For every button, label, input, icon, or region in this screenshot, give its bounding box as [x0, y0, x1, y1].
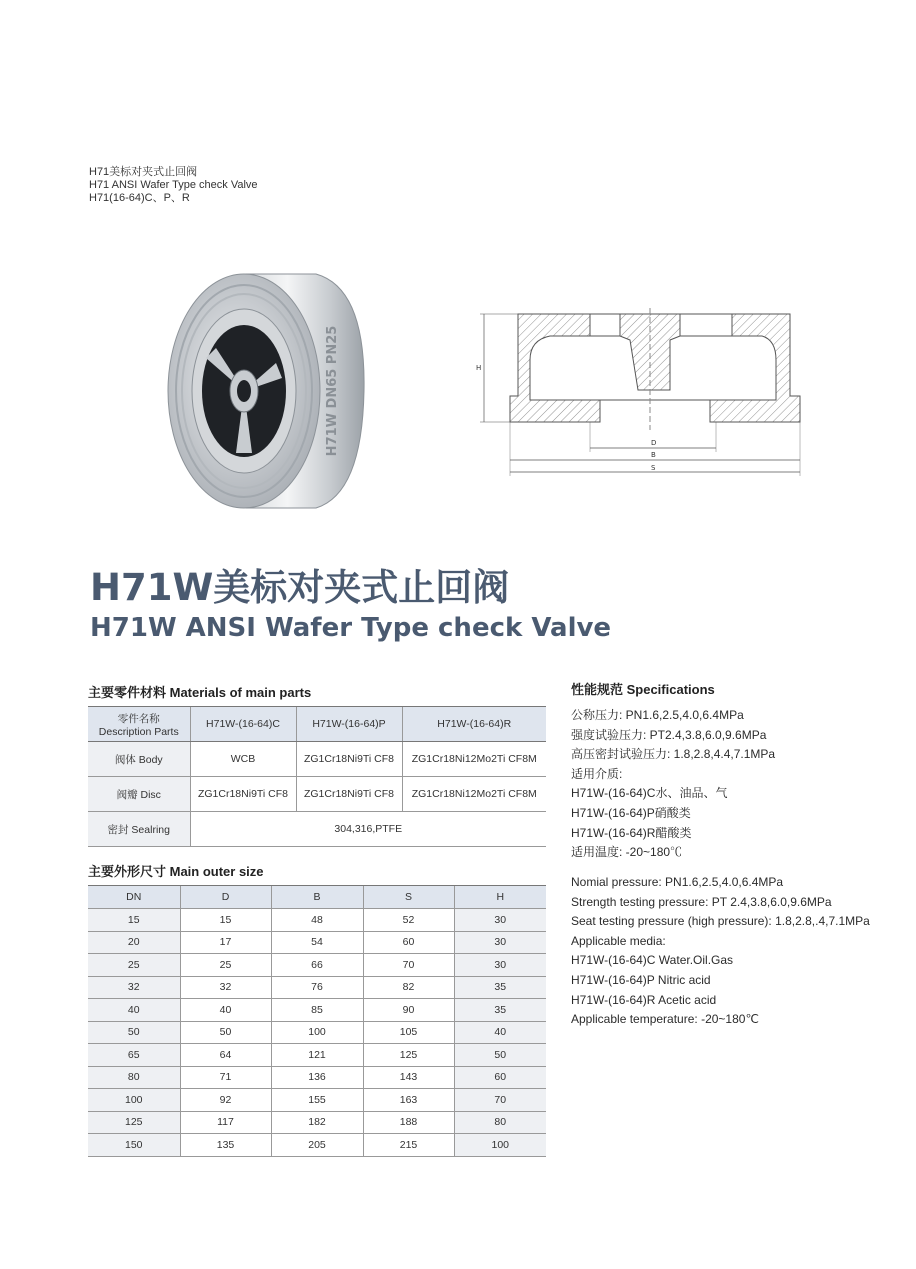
cell: 40 [454, 1021, 546, 1044]
spec-line: 适用介质: [571, 766, 623, 781]
spec-line: H71W-(16-64)C水、油品、气 [571, 786, 728, 801]
dim-label-b: B [651, 451, 656, 459]
sizes-section-title: 主要外形尺寸 Main outer size [88, 864, 264, 879]
page-title-cn: H71W美标对夹式止回阀 [90, 566, 510, 609]
col-header: DN [88, 886, 180, 909]
sizes-header-row [88, 886, 546, 909]
cell: 32 [180, 976, 271, 999]
spec-line: Applicable temperature: -20~180℃ [571, 1012, 759, 1027]
cell: 163 [363, 1089, 454, 1112]
header-line-models: H71(16-64)C、P、R [89, 192, 190, 204]
materials-row-disc [88, 777, 546, 812]
header-model-r: H71W-(16-64)R [402, 707, 546, 742]
spec-line: H71W-(16-64)R Acetic acid [571, 992, 717, 1007]
table-row [88, 1111, 546, 1134]
spec-line: 强度试验压力: PT2.4,3.8,6.0,9.6MPa [571, 727, 767, 742]
table-row [88, 931, 546, 954]
cell: 71 [180, 1066, 271, 1089]
dim-label-d: D [651, 439, 657, 447]
cell: 15 [88, 909, 180, 932]
col-header: S [363, 886, 454, 909]
cell: 30 [454, 909, 546, 932]
cell: 76 [271, 976, 363, 999]
spec-line: 高压密封试验压力: 1.8,2.8,4.4,7.1MPa [571, 747, 776, 762]
sizes-table [88, 885, 546, 1157]
cell: 70 [363, 954, 454, 977]
header-desc [88, 707, 190, 742]
cell: 60 [363, 931, 454, 954]
row-label: 密封 Sealring [88, 812, 190, 847]
cell: 215 [363, 1134, 454, 1157]
cell-p: ZG1Cr18Ni9Ti CF8 [296, 742, 402, 777]
page-title-en: H71W ANSI Wafer Type check Valve [90, 613, 612, 643]
col-header: D [180, 886, 271, 909]
materials-table [88, 706, 546, 847]
spec-line: 公称压力: PN1.6,2.5,4.0,6.4MPa [571, 708, 744, 722]
cell: 121 [271, 1044, 363, 1067]
spec-line: Strength testing pressure: PT 2.4,3.8,6.0,9.6MPa [571, 894, 832, 909]
cell: 30 [454, 954, 546, 977]
cell: 40 [180, 999, 271, 1022]
table-row [88, 1044, 546, 1067]
row-label: 阀体 Body [88, 742, 190, 777]
cell: 117 [180, 1111, 271, 1134]
cell: 32 [88, 976, 180, 999]
cell: 85 [271, 999, 363, 1022]
cell-r: ZG1Cr18Ni12Mo2Ti CF8M [402, 742, 546, 777]
cell: 64 [180, 1044, 271, 1067]
col-header: H [454, 886, 546, 909]
row-label: 阀瓣 Disc [88, 777, 190, 812]
cell: 50 [454, 1044, 546, 1067]
cell: 188 [363, 1111, 454, 1134]
cell: 205 [271, 1134, 363, 1157]
cell: 80 [88, 1066, 180, 1089]
cell: 125 [363, 1044, 454, 1067]
spec-line: Nomial pressure: PN1.6,2.5,4.0,6.4MPa [571, 875, 784, 889]
cell-c: ZG1Cr18Ni9Ti CF8 [190, 777, 296, 812]
header-desc-en: Description Parts [98, 725, 179, 738]
header-desc-cn: 零件名称 [117, 712, 160, 725]
cell: 143 [363, 1066, 454, 1089]
cell: 66 [271, 954, 363, 977]
table-row [88, 954, 546, 977]
cell: 40 [88, 999, 180, 1022]
materials-row-sealing [88, 812, 546, 847]
cell: 92 [180, 1089, 271, 1112]
specs-section-title: 性能规范 Specifications [571, 682, 715, 697]
cell: 100 [271, 1021, 363, 1044]
cell-p: ZG1Cr18Ni9Ti CF8 [296, 777, 402, 812]
cell-c: WCB [190, 742, 296, 777]
spec-line: H71W-(16-64)P硝酸类 [571, 805, 691, 820]
table-row [88, 1021, 546, 1044]
spec-line: Applicable media: [571, 933, 666, 948]
product-photo [166, 268, 366, 514]
cell: 52 [363, 909, 454, 932]
header-model-p: H71W-(16-64)P [296, 707, 402, 742]
materials-header-row [88, 707, 546, 742]
spec-line: H71W-(16-64)P Nitric acid [571, 972, 711, 987]
cell: 182 [271, 1111, 363, 1134]
cell: 100 [88, 1089, 180, 1112]
col-header: B [271, 886, 363, 909]
cell: 70 [454, 1089, 546, 1112]
cell: 20 [88, 931, 180, 954]
cell: 80 [454, 1111, 546, 1134]
valve-marking: H71W DN65 PN25 [325, 325, 340, 457]
cell: 50 [180, 1021, 271, 1044]
header-line-cn: H71美标对夹式止回阀 [89, 166, 198, 178]
cell: 125 [88, 1111, 180, 1134]
cell: 155 [271, 1089, 363, 1112]
cell: 25 [88, 954, 180, 977]
cell: 17 [180, 931, 271, 954]
cell: 50 [88, 1021, 180, 1044]
dim-label-s: S [651, 464, 656, 472]
table-row [88, 909, 546, 932]
cell: 25 [180, 954, 271, 977]
cell: 150 [88, 1134, 180, 1157]
cell: 105 [363, 1021, 454, 1044]
table-row [88, 1134, 546, 1157]
cell-r: ZG1Cr18Ni12Mo2Ti CF8M [402, 777, 546, 812]
spec-line: 适用温度: -20~180℃ [571, 845, 683, 860]
table-row [88, 1089, 546, 1112]
cell: 30 [454, 931, 546, 954]
sealing-value: 304,316,PTFE [190, 812, 546, 847]
cell: 35 [454, 976, 546, 999]
cross-section-drawing [470, 300, 810, 480]
table-row [88, 976, 546, 999]
spec-line: H71W-(16-64)R醋酸类 [571, 825, 692, 840]
cell: 135 [180, 1134, 271, 1157]
cell: 54 [271, 931, 363, 954]
header-line-en: H71 ANSI Wafer Type check Valve [89, 179, 258, 191]
materials-row-body [88, 742, 546, 777]
materials-section-title: 主要零件材料 Materials of main parts [88, 685, 312, 700]
table-row [88, 999, 546, 1022]
cell: 65 [88, 1044, 180, 1067]
dim-label-h: H [476, 364, 482, 372]
specs-en-block [571, 873, 870, 1030]
header-model-c: H71W-(16-64)C [190, 707, 296, 742]
cell: 82 [363, 976, 454, 999]
spec-line: Seat testing pressure (high pressure): 1.8,2.8,.4,7.1MPa [571, 914, 870, 929]
cell: 35 [454, 999, 546, 1022]
cell: 136 [271, 1066, 363, 1089]
cell: 15 [180, 909, 271, 932]
spec-line: H71W-(16-64)C Water.Oil.Gas [571, 953, 734, 968]
table-row [88, 1066, 546, 1089]
cell: 60 [454, 1066, 546, 1089]
cell: 100 [454, 1134, 546, 1157]
cell: 90 [363, 999, 454, 1022]
specs-cn-block [571, 706, 775, 863]
cell: 48 [271, 909, 363, 932]
